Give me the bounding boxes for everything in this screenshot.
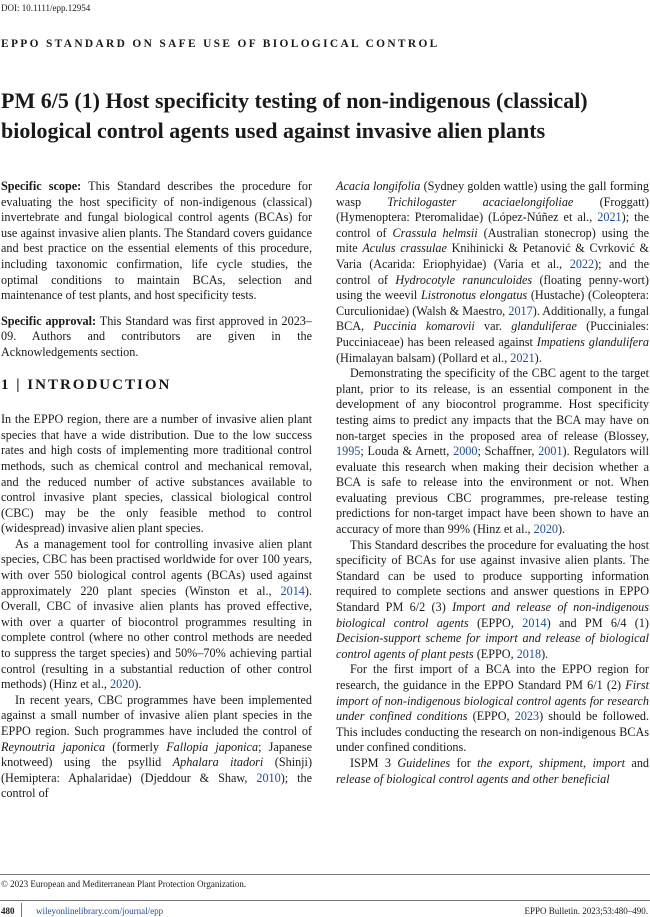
intro-paragraph-3: In recent years, CBC programmes have been implemented against a small number of invasive alien plant species in the EPPO region. Such programmes have included the control of Reynoutria japonica (formerly Fallopia japonica; Japanese knotweed) using the psyllid Aphalara itadori (Shinji) (Hemiptera: Aphalaridae) (Djeddour & Shaw, 2010); the control of [1, 692, 313, 801]
intro-paragraph-4: Demonstrating the specificity of the CBC agent to the target plant, prior to its release, is an essential component in the development of any biocontrol programme. Host specificity testing aims to predict any impacts that the BCA may have on non-target species in the proposed area of release (Blossey, 1995; Louda & Arnett, 2000; Schaffner, 2001). Regulators will evaluate this research when making their decision whether a BCA is safe to release into the environment or not. When evaluating previous CBC programmes, pre-release testing predictions for non-target impact have been shown to have an accuracy of more than 99% (Hinz et al., 2020). [336, 366, 650, 537]
intro-paragraph-7: ISPM 3 Guidelines for the export, shipment, import and release of biological control agents and other beneficial [336, 755, 650, 786]
citation-link[interactable]: 2018 [516, 646, 542, 661]
intro-paragraph-3-continued: Acacia longifolia (Sydney golden wattle) using the gall forming wasp Trichilogaster acaciaelongifoliae (Froggatt) (Hymenoptera: Pteromalidae) (López-Núñez et al., 2021); the control of Crassula helmsii (Australian stonecrop) using the mite Aculus crassulae Knihinicki & Petanović & Cvrković & Varia (Acarida: Eriophyidae) (Varia et al., 2022); and the control of Hydrocotyle ranunculoides (floating penny-wort) using the weevil Listronotus elongatus (Hustache) (Coleoptera: Curculionidae) (Walsh & Maestro, 2017). Additionally, a fungal BCA, Puccinia komarovii var. glanduliferae (Pucciniales: Pucciniaceae) has been released against Impatiens glandulifera (Himalayan balsam) (Pollard et al., 2021). [336, 179, 650, 365]
citation-link[interactable]: 2017 [508, 303, 533, 318]
approval-paragraph: Specific approval: This Standard was first approved in 2023–09. Authors and contributors are given in the Acknowledgements section. [1, 313, 312, 359]
series-heading: EPPO STANDARD ON SAFE USE OF BIOLOGICAL CONTROL [1, 38, 440, 50]
section-heading-introduction: 1 | INTRODUCTION [1, 376, 172, 393]
citation-link[interactable]: 2001 [538, 444, 563, 459]
scope-label: Specific scope: [1, 179, 82, 193]
citation-link[interactable]: 2010 [256, 770, 281, 785]
scope-paragraph: Specific scope: This Standard describes the procedure for evaluating the host specificity of non-indigenous (classical) invertebrate and fungal biological control agents (BCAs) for use against invasive alien plants. The Standard covers guidance and best practice on the essential elements of this procedure, including taxonomic confirmation, life cycle studies, the optimal conditions to maintain BCAs, selection and maintenance of test plants, and host specificity tests. [1, 179, 313, 303]
journal-reference: EPPO Bulletin. 2023;53:480–490. [524, 906, 648, 916]
left-column [1, 179, 312, 802]
footer-divider [0, 874, 650, 875]
approval-label: Specific approval: [1, 313, 97, 328]
citation-link[interactable]: 2014 [522, 615, 547, 630]
copyright-notice: © 2023 European and Mediterranean Plant Protection Organization. [1, 879, 247, 889]
citation-link[interactable]: 2021 [597, 210, 622, 225]
citation-link[interactable]: 2021 [510, 350, 535, 365]
citation-link[interactable]: 1995 [336, 444, 361, 459]
intro-paragraph-2: As a management tool for controlling invasive alien plant species, CBC has been practised worldwide for over 100 years, with over 550 biological control agents (BCAs) used against approximately 220 plant species (Winston et al., 2014). Overall, CBC of invasive alien plants has proved effective, with over a quarter of biocontrol programmes resulting in complete control (where no other control methods are needed to suppress the target species) and 50%–70% achieving partial control (resulting in a substantial reduction of other control methods) (Hinz et al., 2020). [1, 536, 312, 692]
intro-paragraph-5: This Standard describes the procedure for evaluating the host specificity of BCAs for use against invasive alien plants. The Standard can be used to produce supporting information required to complete sections and answer questions in EPPO Standard PM 6/2 (3) Import and release of non-indigenous biological control agents (EPPO, 2014) and PM 6/4 (1) Decision-support scheme for import and release of biological control agents of plant pests (EPPO, 2018). [336, 537, 649, 661]
intro-paragraph-6: For the first import of a BCA into the EPPO region for research, the guidance in the EPPO Standard PM 6/1 (2) First import of non-indigenous biological control agents for research under confined conditions (EPPO, 2023) should be followed. This includes conducting the research on non-indigenous BCAs under confined conditions. [336, 662, 649, 755]
citation-link[interactable]: 2000 [453, 444, 478, 459]
citation-link[interactable]: 2023 [514, 709, 540, 724]
doi: DOI: 10.1111/epp.12954 [1, 3, 91, 13]
intro-paragraph-1: In the EPPO region, there are a number of invasive alien plant species that have a wide distribution. Due to the low success rates and high costs of implementing more traditional control methods, such as chemical control and mechanical removal, and the reduced number of active substances available to control invasive plant species, classical biological control (CBC) may be the only feasible method to control (widespread) invasive alien plant species. [1, 412, 312, 536]
article-title: PM 6/5 (1) Host specificity testing of non-indigenous (classical) biological control agents used against invasive alien plants [1, 88, 588, 143]
footer-divider [0, 900, 650, 901]
footer-divider [21, 903, 22, 917]
citation-link[interactable]: 2014 [280, 583, 305, 598]
citation-link[interactable]: 2022 [569, 256, 595, 271]
journal-website-link[interactable]: wileyonlinelibrary.com/journal/epp [36, 906, 164, 916]
page-number: 480 [1, 906, 15, 916]
citation-link[interactable]: 2020 [533, 522, 558, 537]
right-column [336, 179, 649, 787]
citation-link[interactable]: 2020 [109, 677, 135, 692]
